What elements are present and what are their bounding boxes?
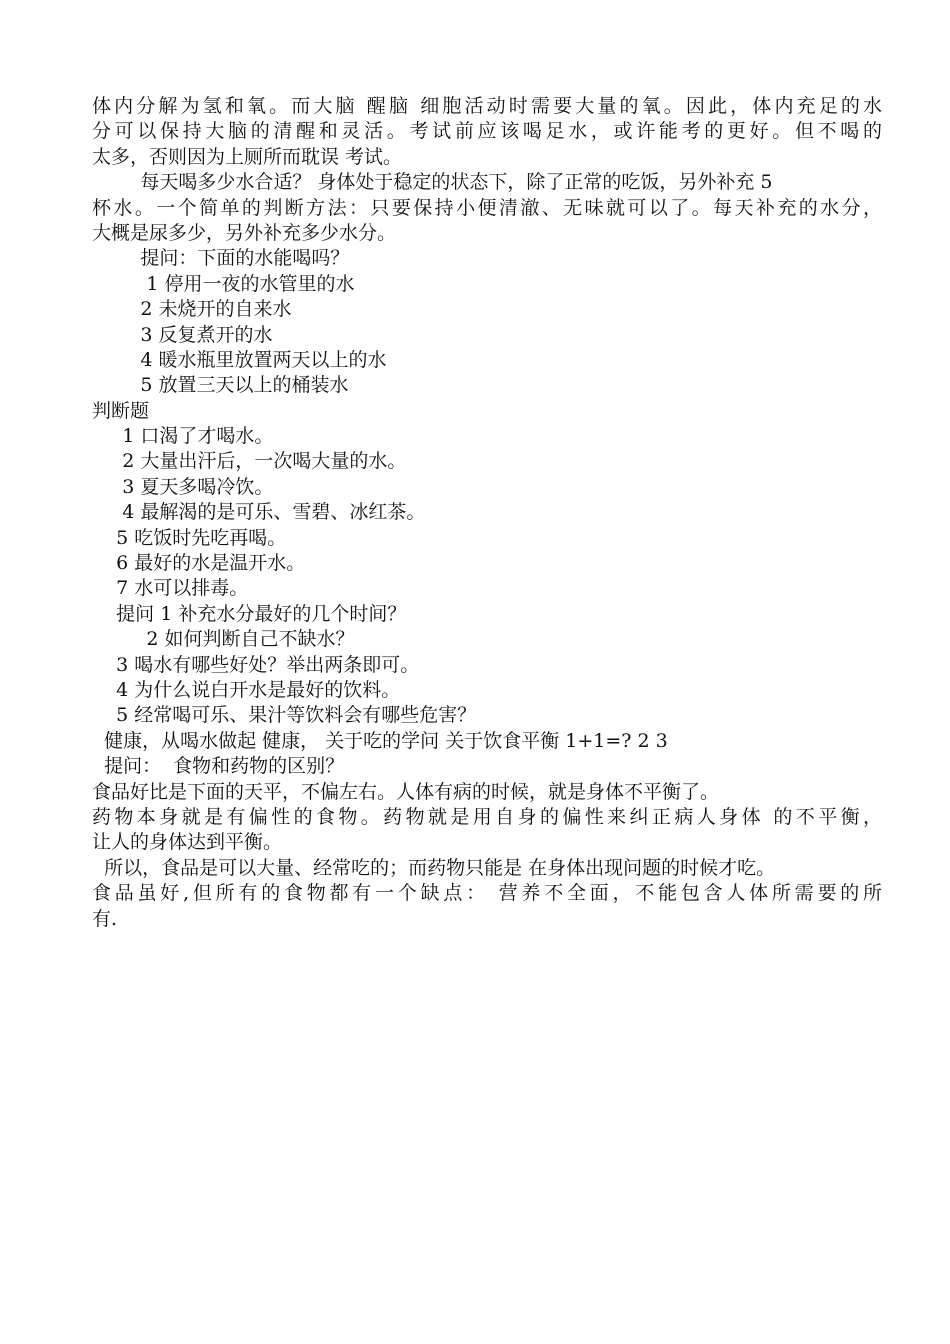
list-item: 7 水可以排毒。 <box>92 577 249 600</box>
body-line: 健康，从喝水做起 健康， 关于吃的学问 关于饮食平衡 1+1=? 2 3 <box>92 729 668 752</box>
list-item: 3 夏天多喝冷饮。 <box>92 475 274 498</box>
list-item: 提问 1 补充水分最好的几个时间？ <box>92 602 407 625</box>
section-heading: 判断题 <box>92 399 150 422</box>
list-item: 4 为什么说白开水是最好的饮料。 <box>92 678 401 701</box>
list-item: 1 停用一夜的水管里的水 <box>92 272 355 295</box>
list-item: 4 暖水瓶里放置两天以上的水 <box>92 348 387 371</box>
list-item: 1 口渴了才喝水。 <box>92 425 274 448</box>
body-line: 食品好比是下面的天平，不偏左右。人体有病的时候，就是身体不平衡了。 <box>92 780 720 803</box>
body-line: 分可以保持大脑的清醒和灵活。考试前应该喝足水，或许能考的更好。但不喝的 <box>92 120 882 143</box>
body-line: 药物本身就是有偏性的食物。药物就是用自身的偏性来纠正病人身体 的不平衡， <box>92 805 882 828</box>
list-item: 2 大量出汗后，一次喝大量的水。 <box>92 450 407 473</box>
list-item: 5 吃饭时先吃再喝。 <box>92 526 287 549</box>
list-item: 6 最好的水是温开水。 <box>92 552 306 575</box>
body-line: 体内分解为氢和氧。而大脑 醒脑 细胞活动时需要大量的氧。因此，体内充足的水 <box>92 95 882 117</box>
body-line: 食品虽好,但所有的食物都有一个缺点： 营养不全面，不能包含人体所需要的所 <box>92 882 882 905</box>
body-line: 有. <box>92 907 118 930</box>
body-line: 让人的身体达到平衡。 <box>92 831 283 854</box>
list-item: 3 喝水有哪些好处？举出两条即可。 <box>92 653 420 676</box>
list-item: 5 放置三天以上的桶装水 <box>92 374 349 397</box>
body-line: 大概是尿多少，另外补充多少水分。 <box>92 221 397 244</box>
document-body <box>92 94 882 932</box>
body-line: 杯水。一个简单的判断方法：只要保持小便清澈、无味就可以了。每天补充的水分， <box>92 196 882 219</box>
body-line: 所以，食品是可以大量、经常吃的；而药物只能是 在身体出现问题的时候才吃。 <box>92 856 776 879</box>
question-heading: 提问： 食物和药物的区别？ <box>92 755 345 778</box>
list-item: 2 如何判断自己不缺水？ <box>92 628 355 651</box>
list-item: 3 反复煮开的水 <box>92 323 273 346</box>
list-item: 2 未烧开的自来水 <box>92 298 292 321</box>
question-heading: 提问：下面的水能喝吗？ <box>92 247 350 270</box>
body-line: 每天喝多少水合适？ 身体处于稳定的状态下，除了正常的吃饭，另外补充 5 <box>92 171 773 194</box>
body-line: 太多，否则因为上厕所而耽误 考试。 <box>92 145 403 168</box>
list-item: 4 最解渴的是可乐、雪碧、冰红茶。 <box>92 501 426 524</box>
list-item: 5 经常喝可乐、果汁等饮料会有哪些危害？ <box>92 704 477 727</box>
